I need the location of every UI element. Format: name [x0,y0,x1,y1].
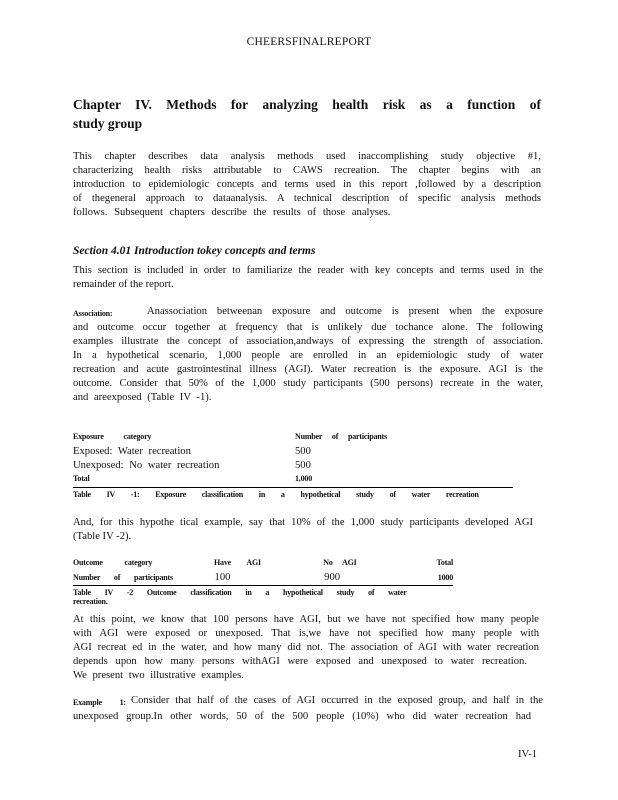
example-paragraph [73,694,543,724]
text-line: depends upon how many persons withAGI were exposed and unexposed to water recreation. [73,656,527,667]
text-line: And, for this hypothe tical example, say that 10% of the 1,000 study participants developed AGI [73,517,533,528]
table-row [73,445,513,459]
running-header: CHEERSFINALREPORT [246,36,372,48]
page-number: IV-1 [518,749,538,760]
table-1-col-exposure-header: Exposure category [73,432,152,441]
table-2-col-have-header: Have AGI [214,558,261,567]
text-line: remainder of the report. [73,279,174,290]
table-1-row-value: 500 [295,446,311,457]
text-line: and outcome occur together at frequency that is unlikely due tochance alone. The following [73,322,543,333]
text-line: recreation and acute gastrointestinal illness (AGI). Water recreation is the exposure. AGI is the [73,364,543,375]
table-1-total-row [73,473,513,486]
table-1-col-number-header: Number of participants [295,432,387,441]
text-line: This chapter describes data analysis methods used inaccomplishing study objective #1, [73,151,541,162]
text-line: (Table IV -2). [73,531,132,542]
text-line: In a hypothetical scenario, 1,000 people are enrolled in an epidemiologic study of water [73,350,543,361]
table-1 [73,432,513,499]
table-2-header-row [73,558,453,571]
table-1-caption: Table IV -1: Exposure classification in a hypothetical study of water recreation [73,490,479,499]
table-2-value-have: 100 [214,571,231,583]
text-line: examples illustrate the concept of association,andways of expressing the strength of association. [73,336,543,347]
table-1-total-value: 1,000 [295,474,313,483]
intro-paragraph [73,150,541,220]
table-1-header-row [73,432,513,445]
text-line: AGI recreat ed in the water, and how many did not. The association of AGI with water recreation [73,642,539,653]
section-heading: Section 4.01 Introduction tokey concepts and terms [73,245,316,257]
example-first-line [73,694,543,710]
association-first-line [73,305,543,321]
text-line: characterizing health risks attributable to CAWS recreation. The chapter begins with an [73,165,541,176]
association-paragraph [73,305,543,405]
table-1-row-label: Exposed: Water recreation [73,446,191,457]
example-label: Example 1: [73,698,126,707]
paragraph-2 [73,516,533,544]
chapter-heading-line: Chapter IV. Methods for analyzing health risk as a function of [73,97,541,112]
text-line: with AGI were exposed or unexposed. That is,we have not specified how many people with [73,628,539,639]
table-row [73,459,513,473]
table-row [73,571,453,584]
text-line: follows. Subsequent chapters describe the results of those analyses. [73,207,391,218]
text-line: and areexposed (Table IV -1). [73,392,212,403]
text-line: introduction to epidemiologic concepts and terms used in this report ,followed by a description [73,179,541,190]
text-line: of thegeneral approach to dataanalysis. A technical description of specific analysis methods [73,193,541,204]
section-intro-paragraph [73,264,543,292]
table-2-rule [73,585,453,586]
table-2-col-no-header: No AGI [323,558,357,567]
table-1-row-label: Unexposed: No water recreation [73,460,220,471]
paragraph-3 [73,613,539,683]
table-2-value-no: 900 [324,571,341,583]
table-2-col-outcome-header: Outcome category [73,558,153,567]
chapter-heading-line: study group [73,116,143,131]
text-line: We present two illustrative examples. [73,670,244,681]
table-2 [73,558,453,606]
table-1-row-value: 500 [295,460,311,471]
table-1-total-label: Total [73,474,90,483]
table-2-value-total: 1000 [437,573,453,582]
text-line: Consider that half of the cases of AGI occurred in the exposed group, and half in the [131,695,543,706]
table-2-row-label: Number of participants [73,573,173,582]
chapter-heading [73,95,541,133]
text-line: At this point, we know that 100 persons have AGI, but we have not specified how many people [73,614,539,625]
table-2-col-total-header: Total [436,558,453,567]
table-1-rule [73,487,513,488]
text-line: outcome. Consider that 50% of the 1,000 study participants (500 persons) recreate in the water, [73,378,543,389]
table-2-caption: Table IV -2 Outcome classification in a hypothetical study of water recreation. [73,588,407,606]
text-line: unexposed group.In other words, 50 of the 500 people (10%) who did water recreation had [73,711,531,722]
text-line: Anassociation betweenan exposure and outcome is present when the exposure [147,306,543,317]
text-line: This section is included in order to familiarize the reader with key concepts and terms used in the [73,265,543,276]
association-label: Association: [73,309,113,318]
